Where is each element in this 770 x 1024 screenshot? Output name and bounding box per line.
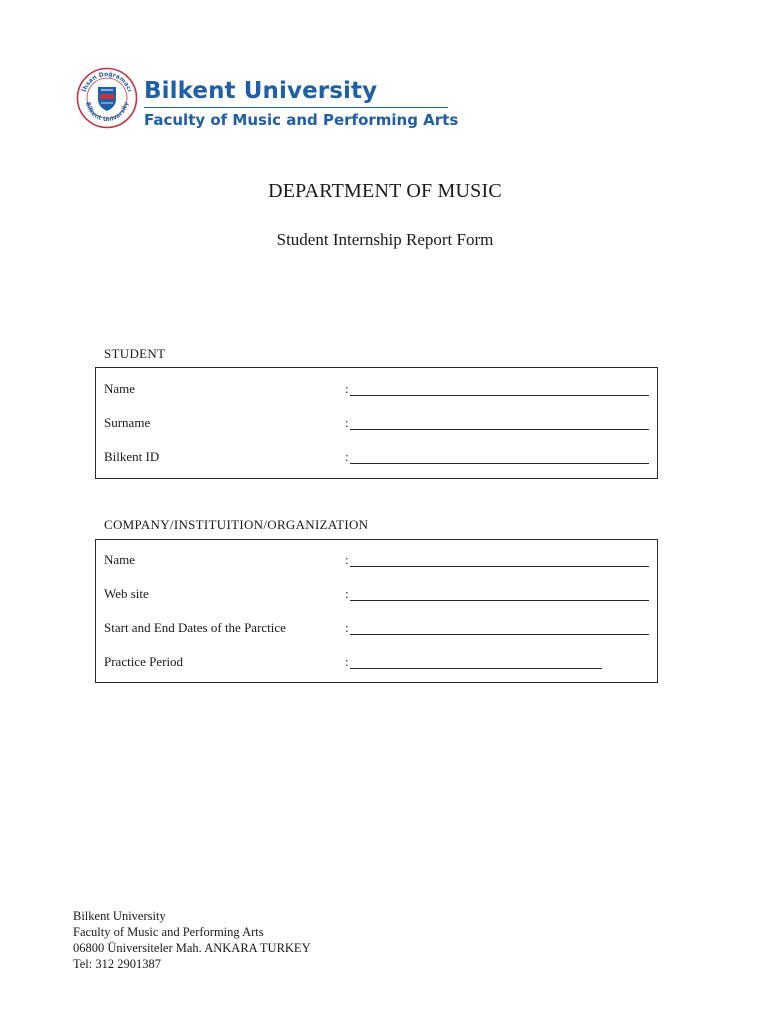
footer-faculty: Faculty of Music and Performing Arts — [73, 925, 264, 939]
practice-period-field[interactable] — [350, 668, 602, 669]
company-name-field[interactable] — [350, 566, 649, 567]
footer-university: Bilkent University — [73, 909, 166, 923]
department-title: DEPARTMENT OF MUSIC — [268, 180, 502, 202]
field-label: Name — [104, 381, 136, 396]
brand-divider — [144, 107, 448, 108]
student-id-row — [104, 449, 649, 469]
field-colon: : — [345, 552, 349, 567]
field-colon: : — [345, 381, 349, 396]
field-label: Web site — [104, 586, 149, 601]
field-colon: : — [345, 654, 349, 669]
footer-address — [73, 908, 311, 972]
company-website-row — [104, 586, 649, 606]
company-website-field[interactable] — [350, 600, 649, 601]
student-name-row — [104, 381, 649, 401]
field-colon: : — [345, 415, 349, 430]
university-name: Bilkent University — [144, 78, 378, 104]
student-surname-field[interactable] — [350, 429, 649, 430]
student-id-field[interactable] — [350, 463, 649, 464]
company-section-box — [95, 539, 658, 683]
practice-dates-row — [104, 620, 649, 640]
seal-text-top: İhsan Doğramacı — [80, 70, 134, 93]
field-colon: : — [345, 449, 349, 464]
student-name-field[interactable] — [350, 395, 649, 396]
field-label: Practice Period — [104, 654, 184, 669]
field-label: Bilkent ID — [104, 449, 160, 464]
footer-address-line: 06800 Üniversiteler Mah. ANKARA TURKEY — [73, 941, 311, 955]
student-section-heading: STUDENT — [104, 346, 166, 361]
field-label: Start and End Dates of the Parctice — [104, 620, 286, 635]
field-label: Name — [104, 552, 136, 567]
footer-phone: Tel: 312 2901387 — [73, 957, 162, 971]
company-section-heading: COMPANY/INSTITUITION/ORGANIZATION — [104, 517, 369, 532]
seal-text-bottom: Bilkent University — [84, 101, 130, 124]
company-name-row — [104, 552, 649, 572]
field-colon: : — [345, 586, 349, 601]
form-title: Student Internship Report Form — [276, 230, 494, 249]
practice-dates-field[interactable] — [350, 634, 649, 635]
faculty-name: Faculty of Music and Performing Arts — [144, 111, 459, 129]
bilkent-seal-icon — [76, 67, 138, 129]
field-label: Surname — [104, 415, 151, 430]
student-section-box — [95, 367, 658, 479]
student-surname-row — [104, 415, 649, 435]
practice-period-row — [104, 654, 649, 674]
field-colon: : — [345, 620, 349, 635]
